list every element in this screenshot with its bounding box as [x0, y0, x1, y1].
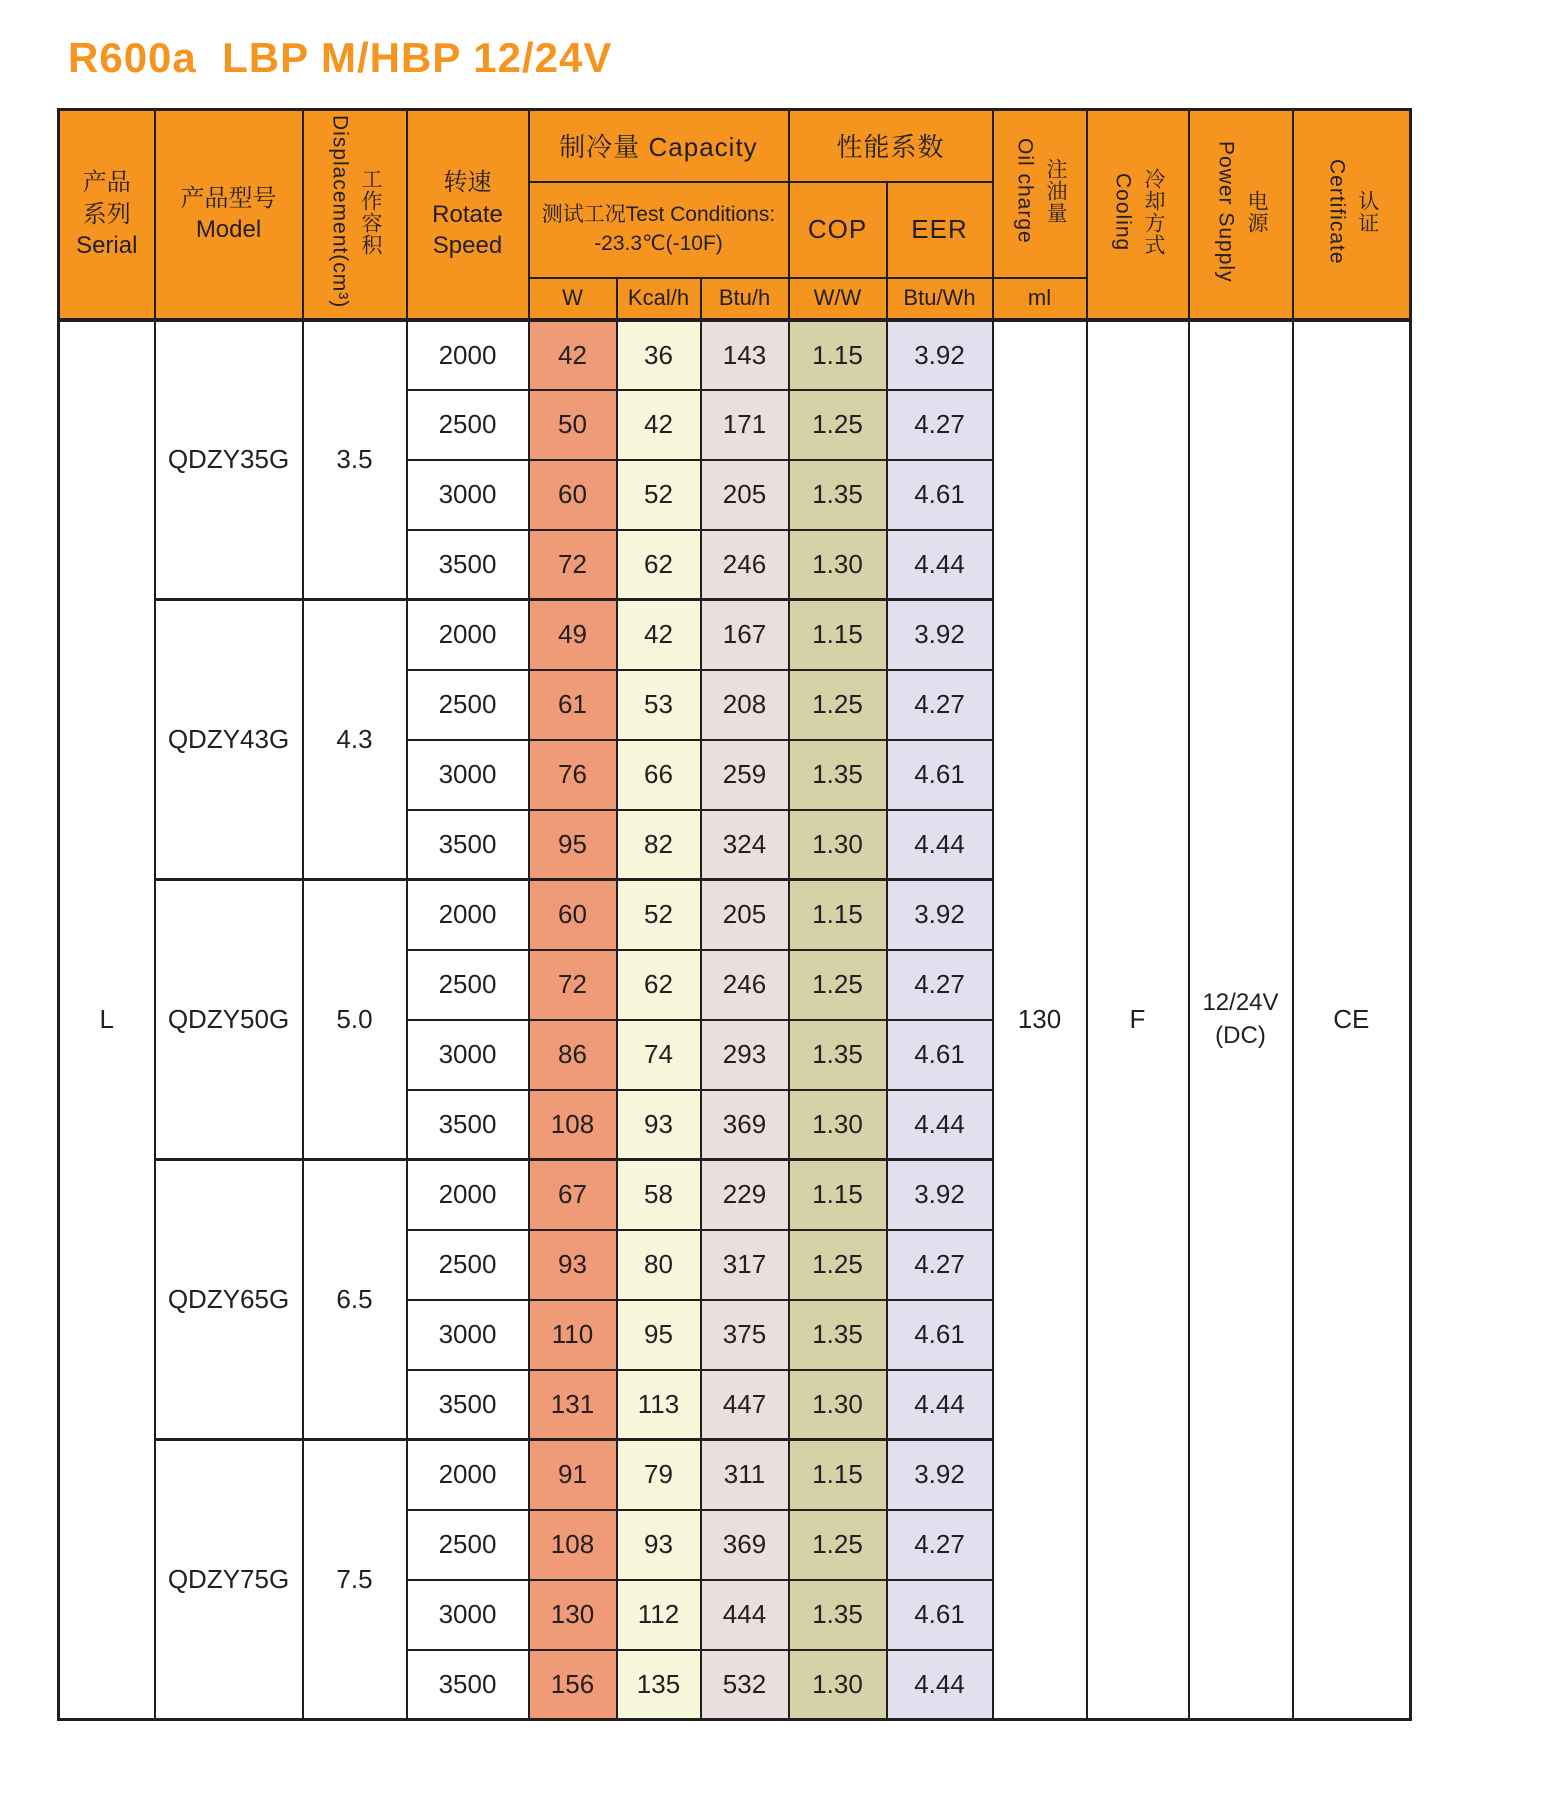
capacity-kcal-cell: 74: [617, 1020, 701, 1090]
certificate-value: CE: [1293, 320, 1411, 1720]
capacity-btu-cell: 369: [701, 1510, 789, 1580]
speed-cell: 3500: [407, 530, 529, 600]
capacity-kcal-cell: 52: [617, 460, 701, 530]
capacity-kcal-cell: 112: [617, 1580, 701, 1650]
eer-cell: 4.61: [887, 740, 993, 810]
power-supply-header: 电源 Power Supply: [1189, 110, 1293, 320]
capacity-w-cell: 110: [529, 1300, 617, 1370]
oil-charge-value: 130: [993, 320, 1087, 1720]
capacity-btu-cell: 205: [701, 880, 789, 950]
capacity-w-cell: 72: [529, 530, 617, 600]
speed-cell: 2500: [407, 390, 529, 460]
capacity-kcal-cell: 62: [617, 950, 701, 1020]
capacity-w-cell: 156: [529, 1650, 617, 1720]
cooling-header: 冷却方式 Cooling: [1087, 110, 1189, 320]
cop-cell: 1.30: [789, 1650, 887, 1720]
speed-cell: 3000: [407, 1020, 529, 1090]
speed-cell: 2000: [407, 880, 529, 950]
capacity-btu-cell: 143: [701, 320, 789, 390]
capacity-w-cell: 93: [529, 1230, 617, 1300]
model-value: QDZY50G: [155, 880, 303, 1160]
capacity-btu-cell: 246: [701, 530, 789, 600]
cop-cell: 1.25: [789, 950, 887, 1020]
capacity-btu-cell: 369: [701, 1090, 789, 1160]
cop-cell: 1.15: [789, 1440, 887, 1510]
cop-cell: 1.15: [789, 320, 887, 390]
model-value: QDZY65G: [155, 1160, 303, 1440]
w-unit-header: W: [529, 278, 617, 320]
ml-unit-header: ml: [993, 278, 1087, 320]
certificate-header: 认证 Certificate: [1293, 110, 1411, 320]
speed-cell: 3000: [407, 460, 529, 530]
eer-cell: 4.44: [887, 1090, 993, 1160]
model-value: QDZY43G: [155, 600, 303, 880]
displacement-value: 3.5: [303, 320, 407, 600]
speed-cell: 3500: [407, 810, 529, 880]
speed-cell: 2500: [407, 1230, 529, 1300]
capacity-w-cell: 76: [529, 740, 617, 810]
capacity-btu-cell: 293: [701, 1020, 789, 1090]
speed-cell: 2500: [407, 670, 529, 740]
capacity-kcal-cell: 95: [617, 1300, 701, 1370]
capacity-kcal-cell: 58: [617, 1160, 701, 1230]
capacity-w-cell: 67: [529, 1160, 617, 1230]
eer-cell: 4.44: [887, 810, 993, 880]
capacity-btu-cell: 259: [701, 740, 789, 810]
eer-cell: 4.44: [887, 530, 993, 600]
capacity-btu-cell: 167: [701, 600, 789, 670]
capacity-kcal-cell: 82: [617, 810, 701, 880]
eer-cell: 3.92: [887, 880, 993, 950]
capacity-kcal-cell: 113: [617, 1370, 701, 1440]
capacity-kcal-cell: 36: [617, 320, 701, 390]
capacity-w-cell: 86: [529, 1020, 617, 1090]
capacity-kcal-cell: 135: [617, 1650, 701, 1720]
cop-cell: 1.35: [789, 1300, 887, 1370]
cop-cell: 1.25: [789, 1510, 887, 1580]
capacity-kcal-cell: 53: [617, 670, 701, 740]
eer-header: EER: [887, 182, 993, 278]
capacity-w-cell: 95: [529, 810, 617, 880]
eer-cell: 3.92: [887, 1440, 993, 1510]
capacity-w-cell: 50: [529, 390, 617, 460]
serial-value: L: [59, 320, 155, 1720]
cop-cell: 1.30: [789, 810, 887, 880]
capacity-btu-cell: 447: [701, 1370, 789, 1440]
capacity-w-cell: 61: [529, 670, 617, 740]
cop-cell: 1.35: [789, 740, 887, 810]
model-header: 产品型号 Model: [155, 110, 303, 320]
capacity-btu-cell: 246: [701, 950, 789, 1020]
capacity-kcal-cell: 93: [617, 1510, 701, 1580]
speed-cell: 2500: [407, 950, 529, 1020]
spec-table: [57, 108, 1412, 1721]
speed-cell: 2000: [407, 600, 529, 670]
performance-group-header: 性能系数: [789, 110, 993, 182]
speed-cell: 3500: [407, 1090, 529, 1160]
capacity-w-cell: 108: [529, 1090, 617, 1160]
capacity-w-cell: 60: [529, 460, 617, 530]
model-value: QDZY75G: [155, 1440, 303, 1720]
model-value: QDZY35G: [155, 320, 303, 600]
cop-cell: 1.25: [789, 1230, 887, 1300]
speed-cell: 3000: [407, 1580, 529, 1650]
cop-cell: 1.15: [789, 880, 887, 950]
capacity-btu-cell: 311: [701, 1440, 789, 1510]
eer-cell: 3.92: [887, 600, 993, 670]
oil-charge-header: 注油量 Oil charge: [993, 110, 1087, 278]
test-conditions: 测试工况Test Conditions: -23.3℃(-10F): [529, 182, 789, 278]
eer-cell: 3.92: [887, 320, 993, 390]
speed-cell: 2000: [407, 320, 529, 390]
eer-cell: 4.27: [887, 390, 993, 460]
eer-cell: 4.27: [887, 670, 993, 740]
serial-header: 产品 系列 Serial: [59, 110, 155, 320]
eer-cell: 4.61: [887, 1300, 993, 1370]
capacity-w-cell: 130: [529, 1580, 617, 1650]
cop-cell: 1.35: [789, 1020, 887, 1090]
eer-cell: 3.92: [887, 1160, 993, 1230]
cop-cell: 1.30: [789, 530, 887, 600]
capacity-kcal-cell: 80: [617, 1230, 701, 1300]
cop-cell: 1.25: [789, 390, 887, 460]
displacement-value: 6.5: [303, 1160, 407, 1440]
cop-cell: 1.15: [789, 600, 887, 670]
capacity-kcal-cell: 42: [617, 390, 701, 460]
capacity-kcal-cell: 42: [617, 600, 701, 670]
capacity-btu-cell: 171: [701, 390, 789, 460]
displacement-value: 7.5: [303, 1440, 407, 1720]
cop-cell: 1.35: [789, 460, 887, 530]
capacity-w-cell: 91: [529, 1440, 617, 1510]
capacity-w-cell: 108: [529, 1510, 617, 1580]
capacity-btu-cell: 532: [701, 1650, 789, 1720]
eer-cell: 4.44: [887, 1370, 993, 1440]
speed-cell: 2500: [407, 1510, 529, 1580]
capacity-btu-cell: 205: [701, 460, 789, 530]
capacity-btu-cell: 324: [701, 810, 789, 880]
speed-cell: 3000: [407, 740, 529, 810]
displacement-value: 4.3: [303, 600, 407, 880]
capacity-btu-cell: 317: [701, 1230, 789, 1300]
capacity-btu-cell: 208: [701, 670, 789, 740]
capacity-group-header: 制冷量 Capacity: [529, 110, 789, 182]
speed-cell: 2000: [407, 1160, 529, 1230]
eer-cell: 4.61: [887, 460, 993, 530]
cop-cell: 1.30: [789, 1370, 887, 1440]
page-title: R600a LBP M/HBP 12/24V: [68, 34, 613, 81]
speed-cell: 3500: [407, 1370, 529, 1440]
cop-cell: 1.30: [789, 1090, 887, 1160]
capacity-btu-cell: 229: [701, 1160, 789, 1230]
eer-cell: 4.27: [887, 1230, 993, 1300]
speed-cell: 3500: [407, 1650, 529, 1720]
capacity-btu-cell: 444: [701, 1580, 789, 1650]
eer-cell: 4.27: [887, 950, 993, 1020]
eer-cell: 4.61: [887, 1020, 993, 1090]
capacity-w-cell: 60: [529, 880, 617, 950]
ww-unit-header: W/W: [789, 278, 887, 320]
capacity-w-cell: 42: [529, 320, 617, 390]
eer-cell: 4.61: [887, 1580, 993, 1650]
capacity-w-cell: 131: [529, 1370, 617, 1440]
cop-header: COP: [789, 182, 887, 278]
capacity-w-cell: 49: [529, 600, 617, 670]
eer-cell: 4.27: [887, 1510, 993, 1580]
power-supply-value: 12/24V (DC): [1189, 320, 1293, 1720]
cop-cell: 1.25: [789, 670, 887, 740]
capacity-kcal-cell: 79: [617, 1440, 701, 1510]
capacity-kcal-cell: 93: [617, 1090, 701, 1160]
capacity-kcal-cell: 52: [617, 880, 701, 950]
capacity-kcal-cell: 66: [617, 740, 701, 810]
capacity-w-cell: 72: [529, 950, 617, 1020]
eer-cell: 4.44: [887, 1650, 993, 1720]
capacity-btu-cell: 375: [701, 1300, 789, 1370]
kcal-unit-header: Kcal/h: [617, 278, 701, 320]
speed-cell: 3000: [407, 1300, 529, 1370]
cooling-value: F: [1087, 320, 1189, 1720]
btu-unit-header: Btu/h: [701, 278, 789, 320]
rotate-speed-header: 转速 Rotate Speed: [407, 110, 529, 320]
displacement-header: 工作容积 Displacement(cm³): [303, 110, 407, 320]
cop-cell: 1.15: [789, 1160, 887, 1230]
speed-cell: 2000: [407, 1440, 529, 1510]
capacity-kcal-cell: 62: [617, 530, 701, 600]
cop-cell: 1.35: [789, 1580, 887, 1650]
displacement-value: 5.0: [303, 880, 407, 1160]
btuwh-unit-header: Btu/Wh: [887, 278, 993, 320]
